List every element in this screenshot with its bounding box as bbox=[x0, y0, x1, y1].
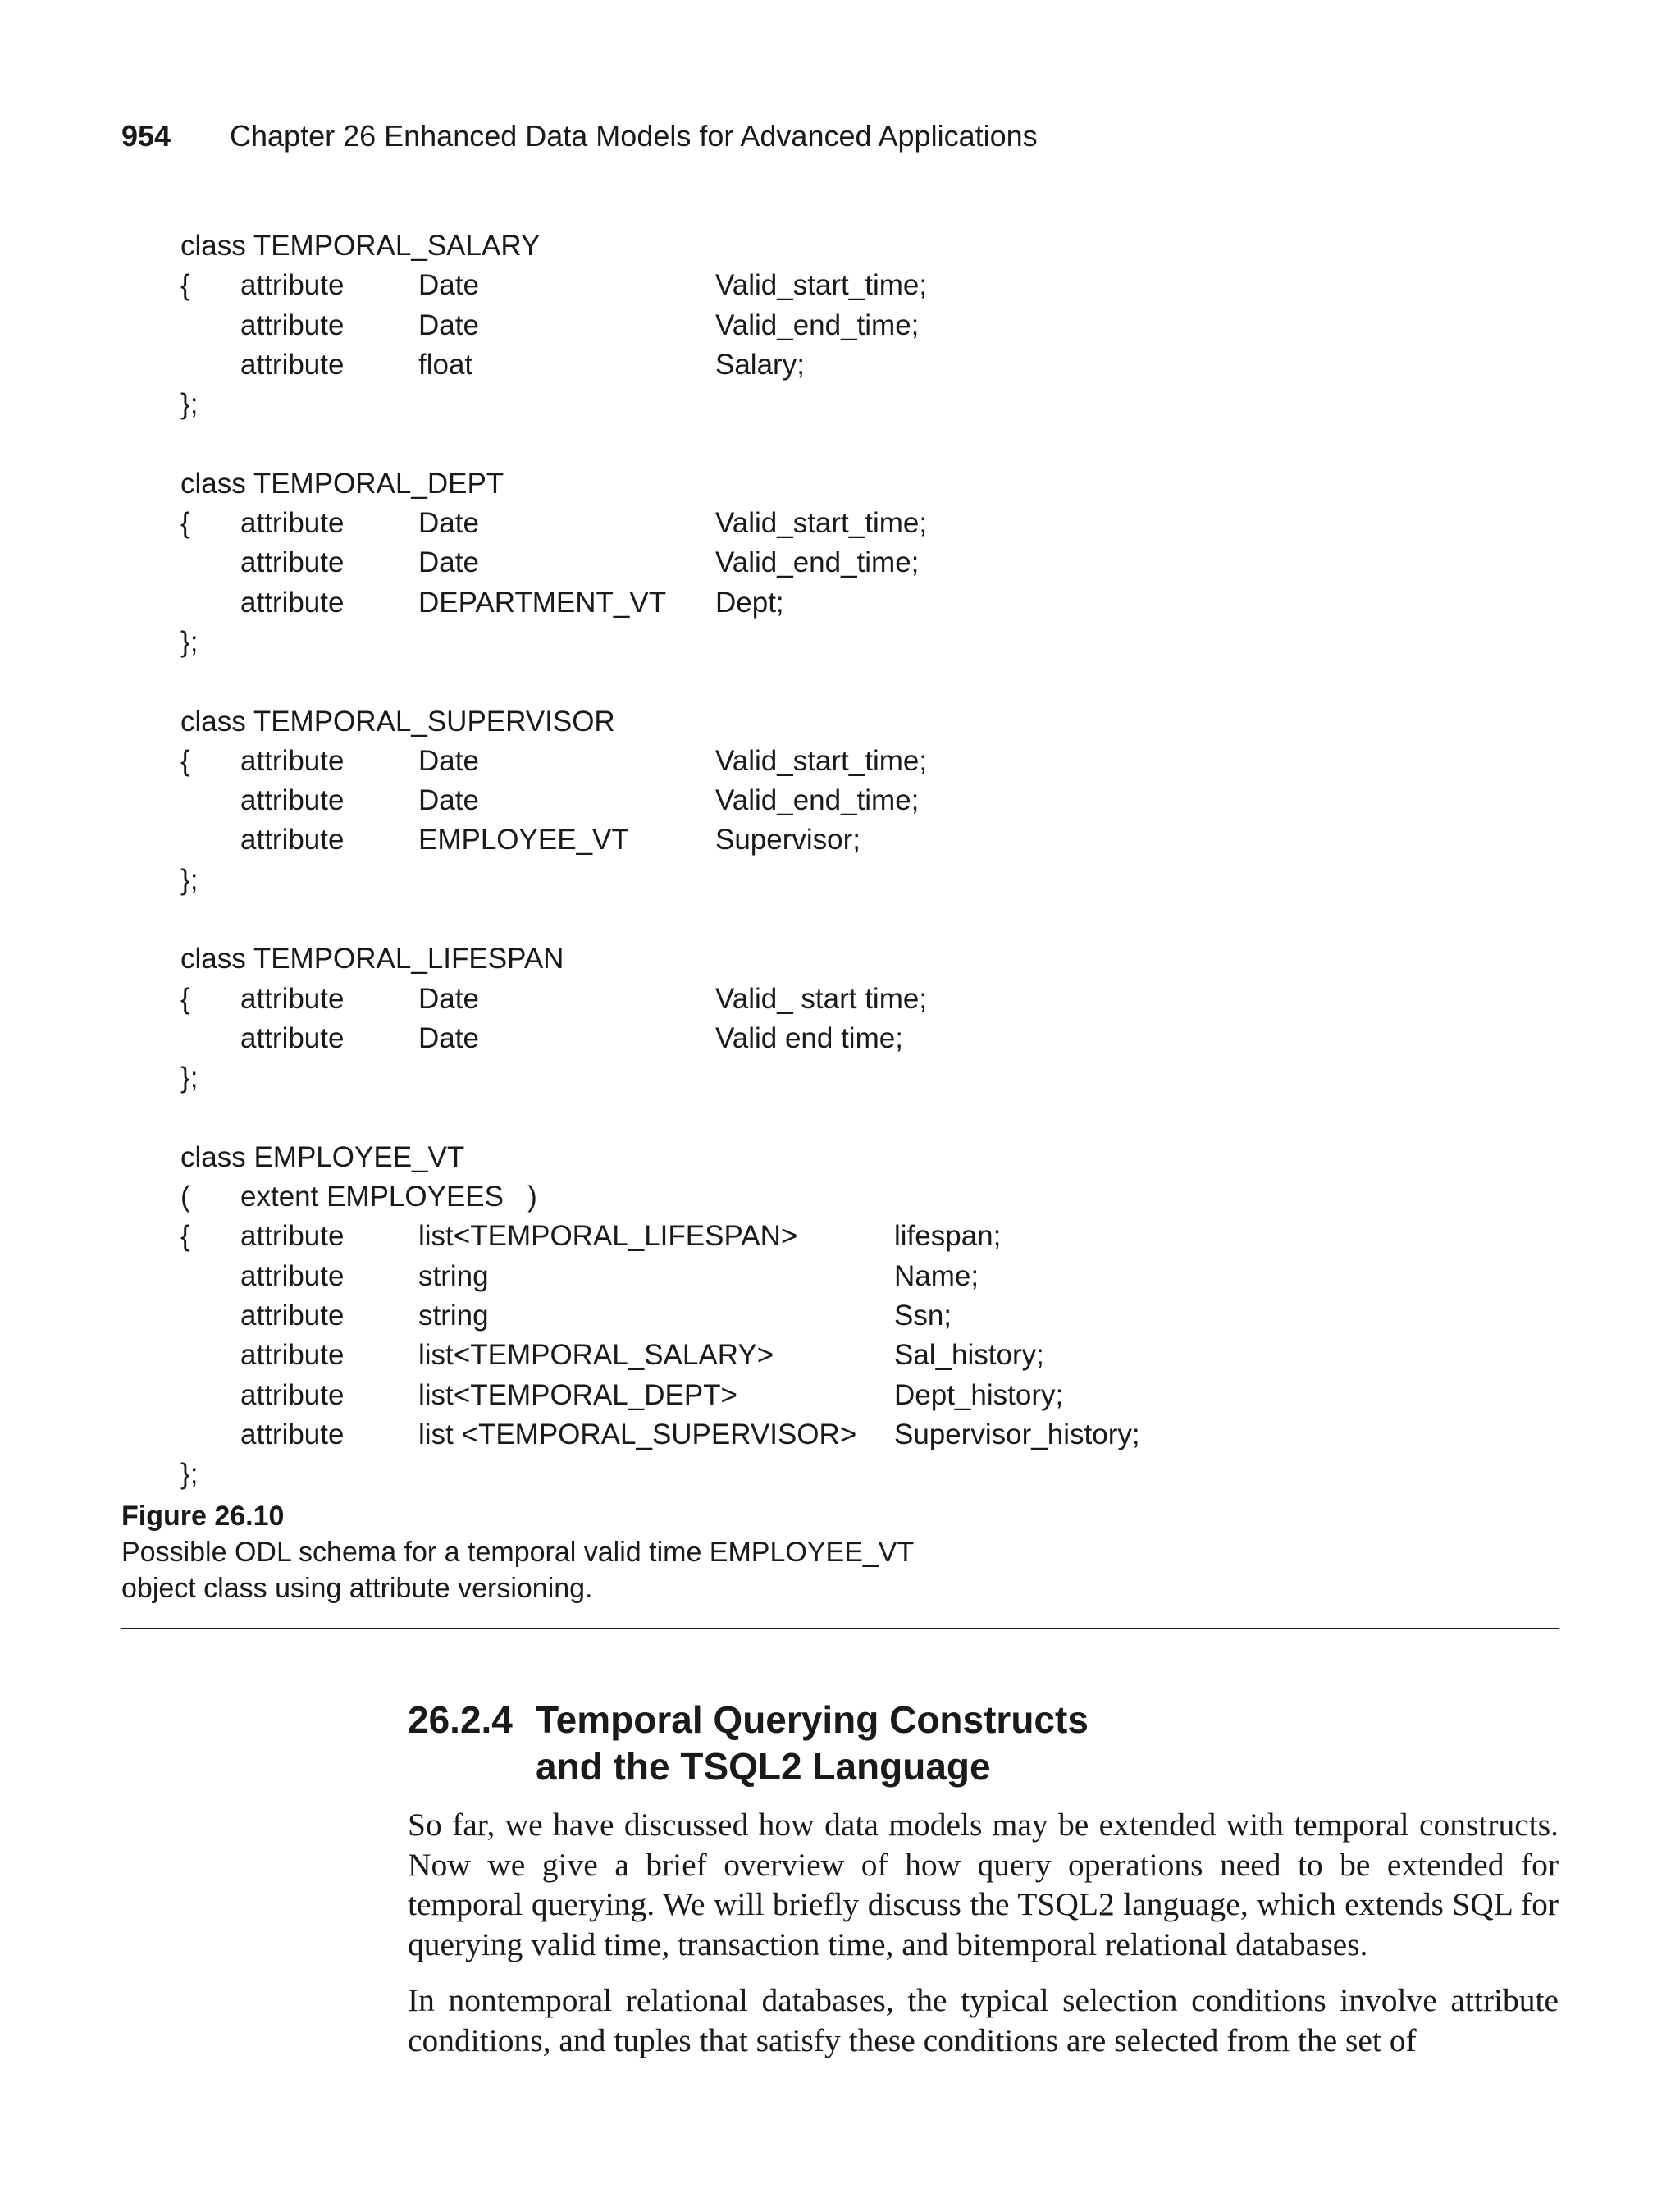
code-token: ( bbox=[180, 1181, 190, 1213]
code-token: attribute bbox=[240, 1300, 345, 1332]
paragraph: So far, we have discussed how data models may be extended with temporal constructs. Now we give a brief overview of how query operations need to be extended for temporal querying. We will briefly discuss the TSQL2 language, which extends SQL for querying valid time, transaction time, and bitemporal relational databases. bbox=[408, 1807, 1559, 1962]
code-token: Valid_start_time; bbox=[715, 507, 928, 540]
figure-caption bbox=[121, 1498, 914, 1606]
code-token: Supervisor; bbox=[715, 824, 861, 857]
code-token: list<TEMPORAL_LIFESPAN> bbox=[418, 1220, 798, 1253]
code-token: Valid_end_time; bbox=[715, 308, 920, 341]
code-token: class TEMPORAL_LIFESPAN bbox=[180, 943, 564, 975]
code-token: { bbox=[180, 982, 190, 1015]
code-token: }; bbox=[180, 1062, 199, 1094]
code-token: list<TEMPORAL_DEPT> bbox=[418, 1378, 737, 1411]
code-token: Valid_ start time; bbox=[715, 982, 928, 1015]
code-token: }; bbox=[180, 388, 199, 421]
code-token: attribute bbox=[240, 1259, 345, 1292]
running-title: Chapter 26 Enhanced Data Models for Advanced Applications bbox=[230, 119, 1038, 153]
code-token: Date bbox=[418, 507, 479, 540]
code-token: extent EMPLOYEES ) bbox=[240, 1181, 537, 1213]
code-token: Date bbox=[418, 784, 479, 817]
caption-line-2: object class using attribute versioning. bbox=[121, 1573, 593, 1604]
code-token: attribute bbox=[240, 1418, 345, 1450]
code-token: class TEMPORAL_SUPERVISOR bbox=[180, 705, 615, 738]
code-token: Date bbox=[418, 546, 479, 579]
code-token: { bbox=[180, 1220, 190, 1253]
code-token: attribute bbox=[240, 1021, 345, 1054]
code-token: Dept_history; bbox=[894, 1378, 1064, 1411]
code-token: attribute bbox=[240, 308, 345, 341]
code-token: string bbox=[418, 1259, 489, 1292]
code-token: }; bbox=[180, 1458, 199, 1491]
code-token: list <TEMPORAL_SUPERVISOR> bbox=[418, 1418, 857, 1450]
section-title-line-2: and the TSQL2 Language bbox=[536, 1745, 991, 1788]
code-token: Name; bbox=[894, 1259, 979, 1292]
code-token: Salary; bbox=[715, 348, 805, 381]
code-token: Ssn; bbox=[894, 1300, 952, 1332]
code-token: class EMPLOYEE_VT bbox=[180, 1140, 465, 1173]
code-token: Valid_start_time; bbox=[715, 269, 928, 302]
code-token: DEPARTMENT_VT bbox=[418, 586, 667, 619]
page-number: 954 bbox=[121, 119, 171, 153]
code-token: lifespan; bbox=[894, 1220, 1002, 1253]
code-token: Valid_start_time; bbox=[715, 744, 928, 777]
paragraph: In nontemporal relational databases, the typical selection conditions involve attribute conditions, and tuples that satisfy these conditions are selected from the set of bbox=[408, 1982, 1559, 2058]
code-token: attribute bbox=[240, 784, 345, 817]
code-token: attribute bbox=[240, 1378, 345, 1411]
code-token: Date bbox=[418, 1021, 479, 1054]
code-token: attribute bbox=[240, 1339, 345, 1372]
code-token: attribute bbox=[240, 744, 345, 777]
code-token: }; bbox=[180, 625, 199, 658]
code-token: float bbox=[418, 348, 473, 381]
code-token: Dept; bbox=[715, 586, 784, 619]
code-token: Date bbox=[418, 982, 479, 1015]
code-token: string bbox=[418, 1300, 489, 1332]
code-token: EMPLOYEE_VT bbox=[418, 824, 629, 857]
figure-title: Figure 26.10 bbox=[121, 1501, 285, 1532]
code-token: Valid_end_time; bbox=[715, 784, 920, 817]
code-token: attribute bbox=[240, 546, 345, 579]
section-heading bbox=[408, 1697, 1089, 1790]
code-token: { bbox=[180, 744, 190, 777]
code-token: attribute bbox=[240, 507, 345, 540]
body-text bbox=[408, 1805, 1559, 2076]
code-token: attribute bbox=[240, 982, 345, 1015]
code-token: Valid_end_time; bbox=[715, 546, 920, 579]
code-token: Date bbox=[418, 744, 479, 777]
running-header bbox=[121, 118, 1038, 154]
code-token: }; bbox=[180, 863, 199, 896]
code-token: attribute bbox=[240, 824, 345, 857]
code-token: Date bbox=[418, 308, 479, 341]
section-number: 26.2.4 bbox=[408, 1698, 513, 1741]
code-token: attribute bbox=[240, 348, 345, 381]
caption-line-1: Possible ODL schema for a temporal valid time EMPLOYEE_VT bbox=[121, 1537, 915, 1568]
code-token: class TEMPORAL_SALARY bbox=[180, 230, 541, 262]
section-title-line-1: Temporal Querying Constructs bbox=[536, 1698, 1089, 1741]
code-token: attribute bbox=[240, 586, 345, 619]
code-token: class TEMPORAL_DEPT bbox=[180, 467, 504, 500]
code-token: { bbox=[180, 269, 190, 302]
code-token: attribute bbox=[240, 1220, 345, 1253]
figure-divider bbox=[121, 1628, 1559, 1629]
code-token: Supervisor_history; bbox=[894, 1418, 1140, 1450]
code-token: Valid end time; bbox=[715, 1021, 903, 1054]
code-token: { bbox=[180, 507, 190, 540]
code-token: attribute bbox=[240, 269, 345, 302]
code-token: Sal_history; bbox=[894, 1339, 1044, 1372]
code-token: Date bbox=[418, 269, 479, 302]
code-token: list<TEMPORAL_SALARY> bbox=[418, 1339, 774, 1372]
